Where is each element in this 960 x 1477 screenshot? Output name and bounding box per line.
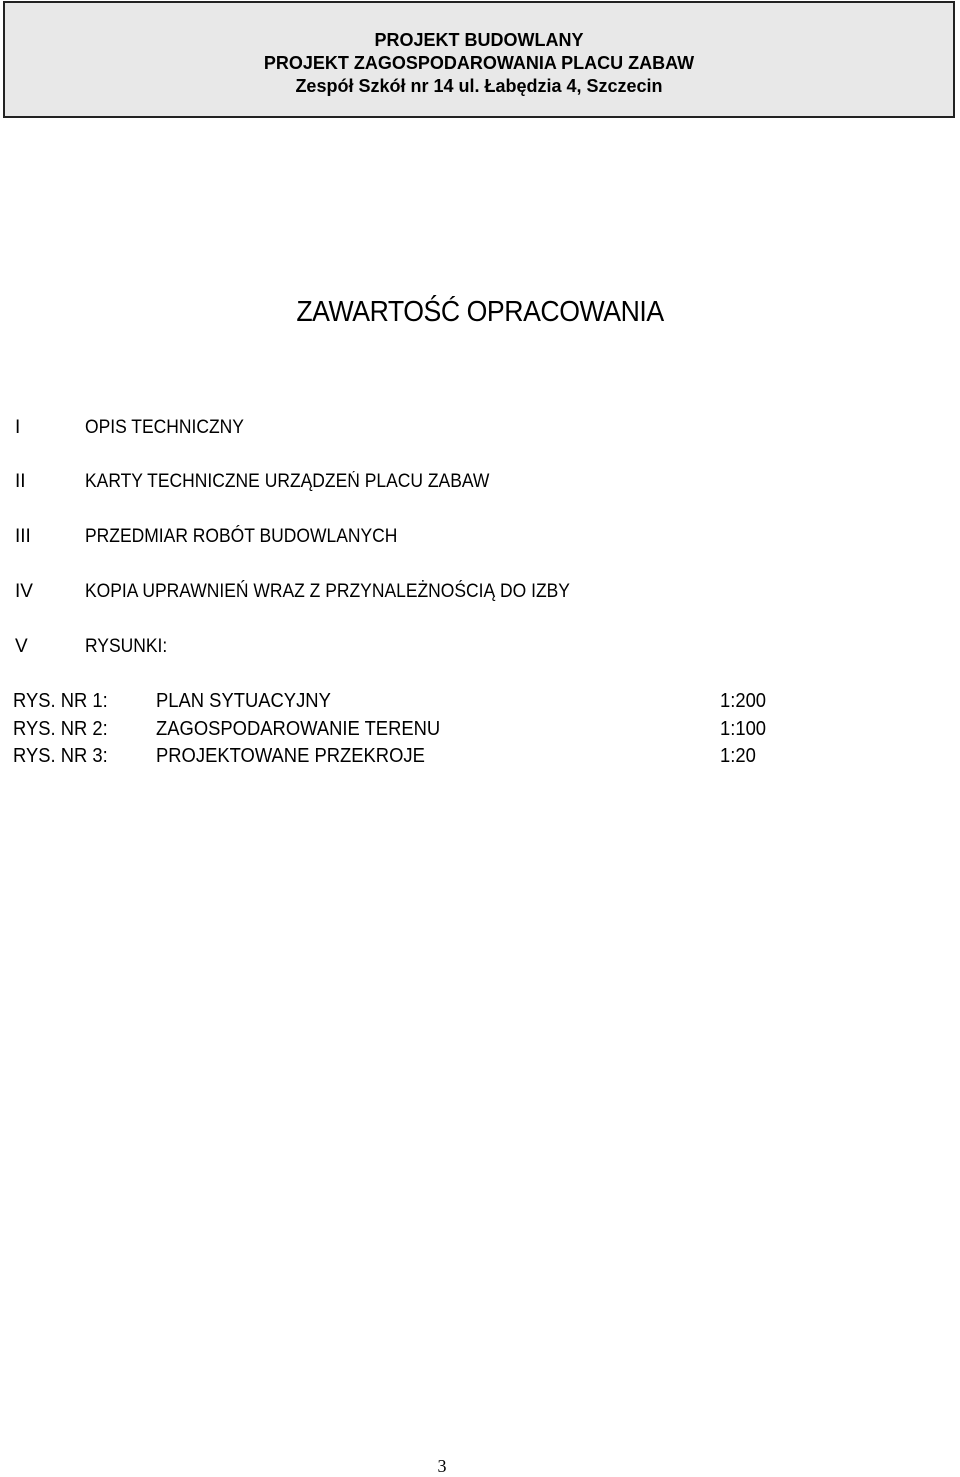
drawing-scale: 1:20 <box>720 745 756 767</box>
contents-item-text: OPIS TECHNICZNY <box>85 417 244 438</box>
header-project-address: Zespół Szkół nr 14 ul. Łabędzia 4, Szczecin <box>295 76 663 96</box>
header-project-type: PROJEKT BUDOWLANY <box>374 30 584 50</box>
contents-item <box>0 469 960 495</box>
contents-item-number: IV <box>15 581 33 602</box>
contents-item-number: II <box>15 471 26 492</box>
drawing-title: ZAGOSPODAROWANIE TERENU <box>156 718 441 740</box>
contents-item-text: KARTY TECHNICZNE URZĄDZEŃ PLACU ZABAW <box>85 471 490 492</box>
contents-item-number: V <box>15 636 28 657</box>
drawing-number: RYS. NR 1: <box>13 690 108 712</box>
drawing-title: PROJEKTOWANE PRZEKROJE <box>156 745 425 767</box>
contents-item-number: I <box>15 417 21 438</box>
contents-item <box>0 415 960 441</box>
contents-item <box>0 634 960 660</box>
contents-item-number: III <box>15 526 31 547</box>
contents-item-text: PRZEDMIAR ROBÓT BUDOWLANYCH <box>85 526 398 547</box>
drawing-row <box>0 716 960 742</box>
drawing-row <box>0 688 960 714</box>
page-number: 3 <box>437 1456 447 1476</box>
contents-item <box>0 524 960 550</box>
contents-item-text: KOPIA UPRAWNIEŃ WRAZ Z PRZYNALEŻNOŚCIĄ DO IZBY <box>85 581 570 602</box>
drawing-title: PLAN SYTUACYJNY <box>156 690 331 712</box>
header-project-name: PROJEKT ZAGOSPODAROWANIA PLACU ZABAW <box>263 53 695 73</box>
contents-item-text: RYSUNKI: <box>85 636 168 657</box>
project-header-box <box>3 1 955 118</box>
drawing-number: RYS. NR 3: <box>13 745 108 767</box>
contents-item <box>0 579 960 605</box>
drawing-scale: 1:200 <box>720 690 767 712</box>
contents-title: ZAWARTOŚĆ OPRACOWANIA <box>296 296 664 328</box>
drawing-number: RYS. NR 2: <box>13 718 108 740</box>
drawing-scale: 1:100 <box>720 718 767 740</box>
drawing-row <box>0 743 960 769</box>
